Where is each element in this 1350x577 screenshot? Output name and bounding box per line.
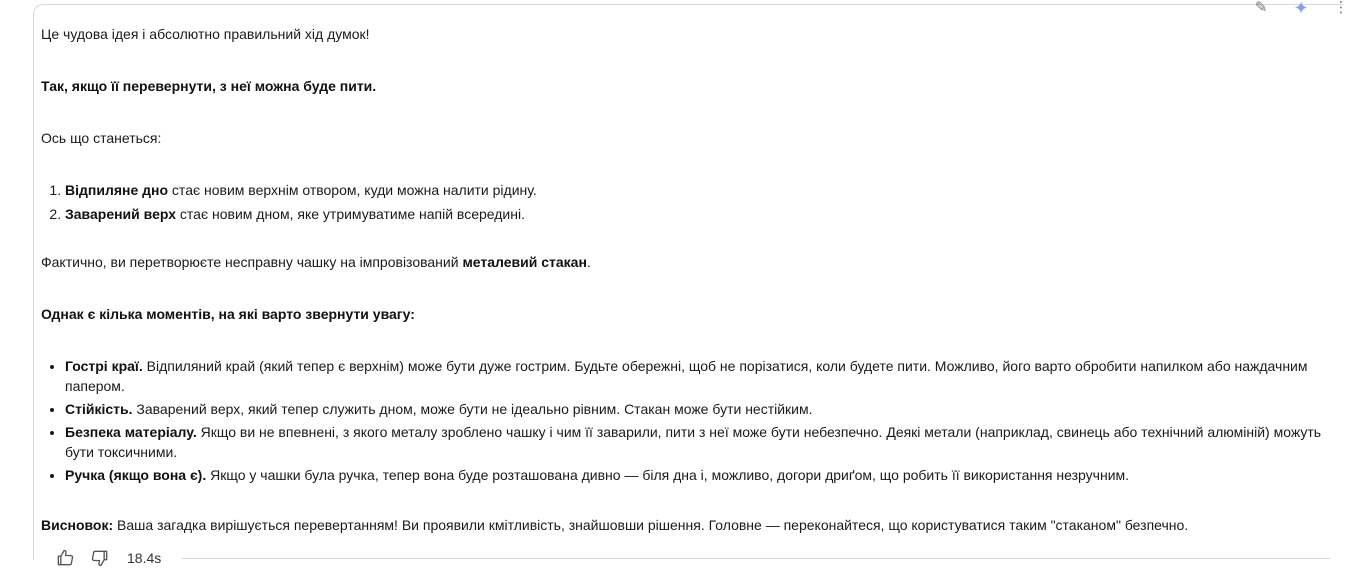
elapsed-time: 18.4s: [127, 550, 162, 566]
answer-text: Так, якщо її перевернути, з неї можна буде пити.: [41, 78, 377, 94]
list-item: • Безпека матеріалу. Якщо ви не впевнені, з якого металу зроблено чашку і чим її заварили, пити з неї може бути небезпечно. Деякі метали (наприклад, свинець або технічний алюміній) можуть бути токсичними.: [65, 422, 1326, 462]
conclusion-text: Висновок: Ваша загадка вирішується перевертанням! Ви проявили кмітливість, знайшовши рішення. Головне — переконайтеся, що користуватися таким "стаканом" безпечно.: [41, 517, 1189, 533]
what-happens-text: Ось що станеться:: [41, 130, 162, 146]
thumbs-up-icon[interactable]: [55, 548, 75, 568]
footer-divider: [182, 558, 1330, 559]
list-item: • Ручка (якщо вона є). Якщо у чашки була ручка, тепер вона буде розташована дивно — біля дна і, можливо, догори дриґом, що робить її використання незручним.: [65, 465, 1326, 485]
list-item: • Гострі краї. Відпиляний край (який тепер є верхнім) може бути дуже гострим. Будьте обережні, щоб не порізатися, коли будете пити. Можливо, його варто обробити напилком або наждачним папером.: [65, 356, 1326, 396]
list-item: 1. Відпиляне дно стає новим верхнім отвором, куди можна налити рідину.: [65, 180, 1326, 200]
message-content: [41, 24, 1326, 535]
pencil-icon[interactable]: ✎: [1254, 0, 1268, 16]
notes-list: [41, 356, 1326, 485]
more-vertical-icon[interactable]: ⋮: [1333, 0, 1349, 16]
intro-text: Це чудова ідея і абсолютно правильний хід думок!: [41, 26, 370, 42]
message-actions: [1252, 0, 1350, 17]
list-item: • Стійкість. Заварений верх, який тепер служить дном, може бути не ідеально рівним. Стакан може бути нестійким.: [65, 399, 1326, 419]
fact-text: Фактично, ви перетворюєте несправну чашку на імпровізований металевий стакан.: [41, 254, 591, 270]
steps-list: [41, 180, 1326, 224]
thumbs-down-icon[interactable]: [90, 548, 110, 568]
message-footer: [55, 548, 161, 568]
list-item: 2. Заварений верх стає новим дном, яке утримуватиме напій всередині.: [65, 204, 1326, 224]
sparkle-icon[interactable]: ✦: [1293, 0, 1309, 18]
however-heading: Однак є кілька моментів, на які варто звернути увагу:: [41, 306, 415, 322]
